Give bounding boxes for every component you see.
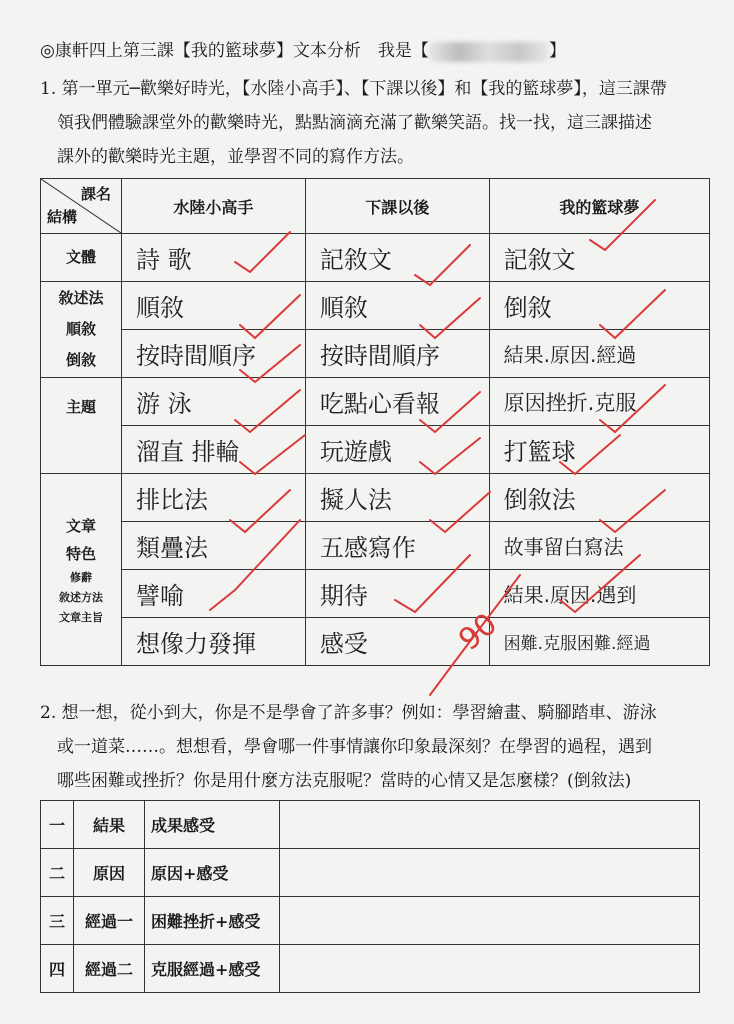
answer-cell: 記敘文	[489, 234, 709, 282]
answer-cell: 按時間順序	[122, 330, 306, 378]
row-label-text: 順敘	[65, 320, 96, 338]
answer-field[interactable]	[280, 801, 700, 849]
row-hint: 成果感受	[145, 801, 280, 849]
row-label-narration	[41, 282, 122, 378]
row-label-text: 敘述法	[58, 289, 104, 307]
question-2	[40, 696, 730, 798]
answer-cell: 故事留白寫法	[489, 522, 709, 570]
answer-cell: 按時間順序	[305, 330, 489, 378]
row-sublabel: 修辭	[70, 570, 92, 584]
answer-cell: 譬喻	[122, 570, 306, 618]
answer-cell: 五感寫作	[305, 522, 489, 570]
row-label-text: 特色	[65, 544, 96, 563]
answer-cell: 溜直 排輪	[122, 426, 306, 474]
row-label-theme: 主題	[41, 378, 122, 474]
corner-bottom-label: 結構	[47, 208, 78, 226]
answer-cell: 結果.原因.遇到	[489, 570, 709, 618]
answer-cell: 倒敘	[489, 282, 709, 330]
answer-cell: 排比法	[122, 474, 306, 522]
answer-cell: 原因挫折.克服	[489, 378, 709, 426]
answer-field[interactable]	[280, 897, 700, 945]
corner-top-label: 課名	[80, 185, 111, 203]
answer-cell: 打籃球	[489, 426, 709, 474]
answer-cell: 擬人法	[305, 474, 489, 522]
worksheet-title	[40, 36, 566, 62]
row-number: 三	[41, 897, 74, 945]
row-number: 二	[41, 849, 74, 897]
row-key: 結果	[74, 801, 145, 849]
q1-line: 領我們體驗課堂外的歡樂時光，點點滴滴充滿了歡樂笑語。找一找，這三課描述	[40, 113, 652, 133]
answer-cell: 玩遊戲	[305, 426, 489, 474]
answer-cell: 困難.克服困難.經過	[489, 618, 709, 666]
row-label-genre: 文體	[41, 234, 122, 282]
q2-line: 哪些困難或挫折？你是用什麼方法克服呢？當時的心情又是怎麼樣？(倒敘法)	[40, 771, 632, 791]
answer-cell: 吃點心看報	[305, 378, 489, 426]
redacted-name	[429, 42, 549, 62]
row-sublabel: 文章主旨	[59, 610, 103, 624]
answer-cell: 類疊法	[122, 522, 306, 570]
answer-cell: 倒敘法	[489, 474, 709, 522]
q2-line: 或一道菜……。想想看，學會哪一件事情讓你印象最深刻？在學習的過程，遇到	[40, 737, 652, 757]
answer-cell: 順敘	[122, 282, 306, 330]
analysis-table	[40, 178, 710, 666]
q2-line: 2. 想一想，從小到大，你是不是學會了許多事？例如：學習繪畫、騎腳踏車、游泳	[40, 703, 657, 723]
row-key: 經過二	[74, 945, 145, 993]
answer-field[interactable]	[280, 945, 700, 993]
row-key: 原因	[74, 849, 145, 897]
column-header: 下課以後	[305, 179, 489, 234]
title-prefix: ◎康軒四上第三課【我的籃球夢】文本分析 我是【	[40, 41, 429, 61]
row-sublabel: 敘述方法	[59, 590, 103, 604]
column-header: 我的籃球夢	[489, 179, 709, 234]
answer-cell: 游 泳	[122, 378, 306, 426]
row-hint: 困難挫折+感受	[145, 897, 280, 945]
row-label-features	[41, 474, 122, 666]
answer-field[interactable]	[280, 849, 700, 897]
row-label-text: 文章	[65, 516, 96, 535]
q1-line: 課外的歡樂時光主題，並學習不同的寫作方法。	[40, 147, 414, 167]
question-1	[40, 72, 730, 174]
row-hint: 克服經過+感受	[145, 945, 280, 993]
row-number: 一	[41, 801, 74, 849]
answer-cell: 記敘文	[305, 234, 489, 282]
answer-cell: 感受	[305, 618, 489, 666]
answer-cell: 詩 歌	[122, 234, 306, 282]
answer-cell: 期待	[305, 570, 489, 618]
row-label-text: 倒敘	[65, 351, 96, 369]
corner-cell	[41, 179, 122, 234]
writing-plan-table	[40, 800, 700, 993]
grade-score: 90	[452, 606, 504, 658]
title-suffix: 】	[548, 41, 566, 61]
answer-cell: 想像力發揮	[122, 618, 306, 666]
row-key: 經過一	[74, 897, 145, 945]
column-header: 水陸小高手	[122, 179, 306, 234]
answer-cell: 結果.原因.經過	[489, 330, 709, 378]
q1-line: 1. 第一單元─歡樂好時光，【水陸小高手】、【下課以後】和【我的籃球夢】，這三課帶	[40, 79, 667, 99]
row-number: 四	[41, 945, 74, 993]
row-hint: 原因+感受	[145, 849, 280, 897]
answer-cell: 順敘	[305, 282, 489, 330]
